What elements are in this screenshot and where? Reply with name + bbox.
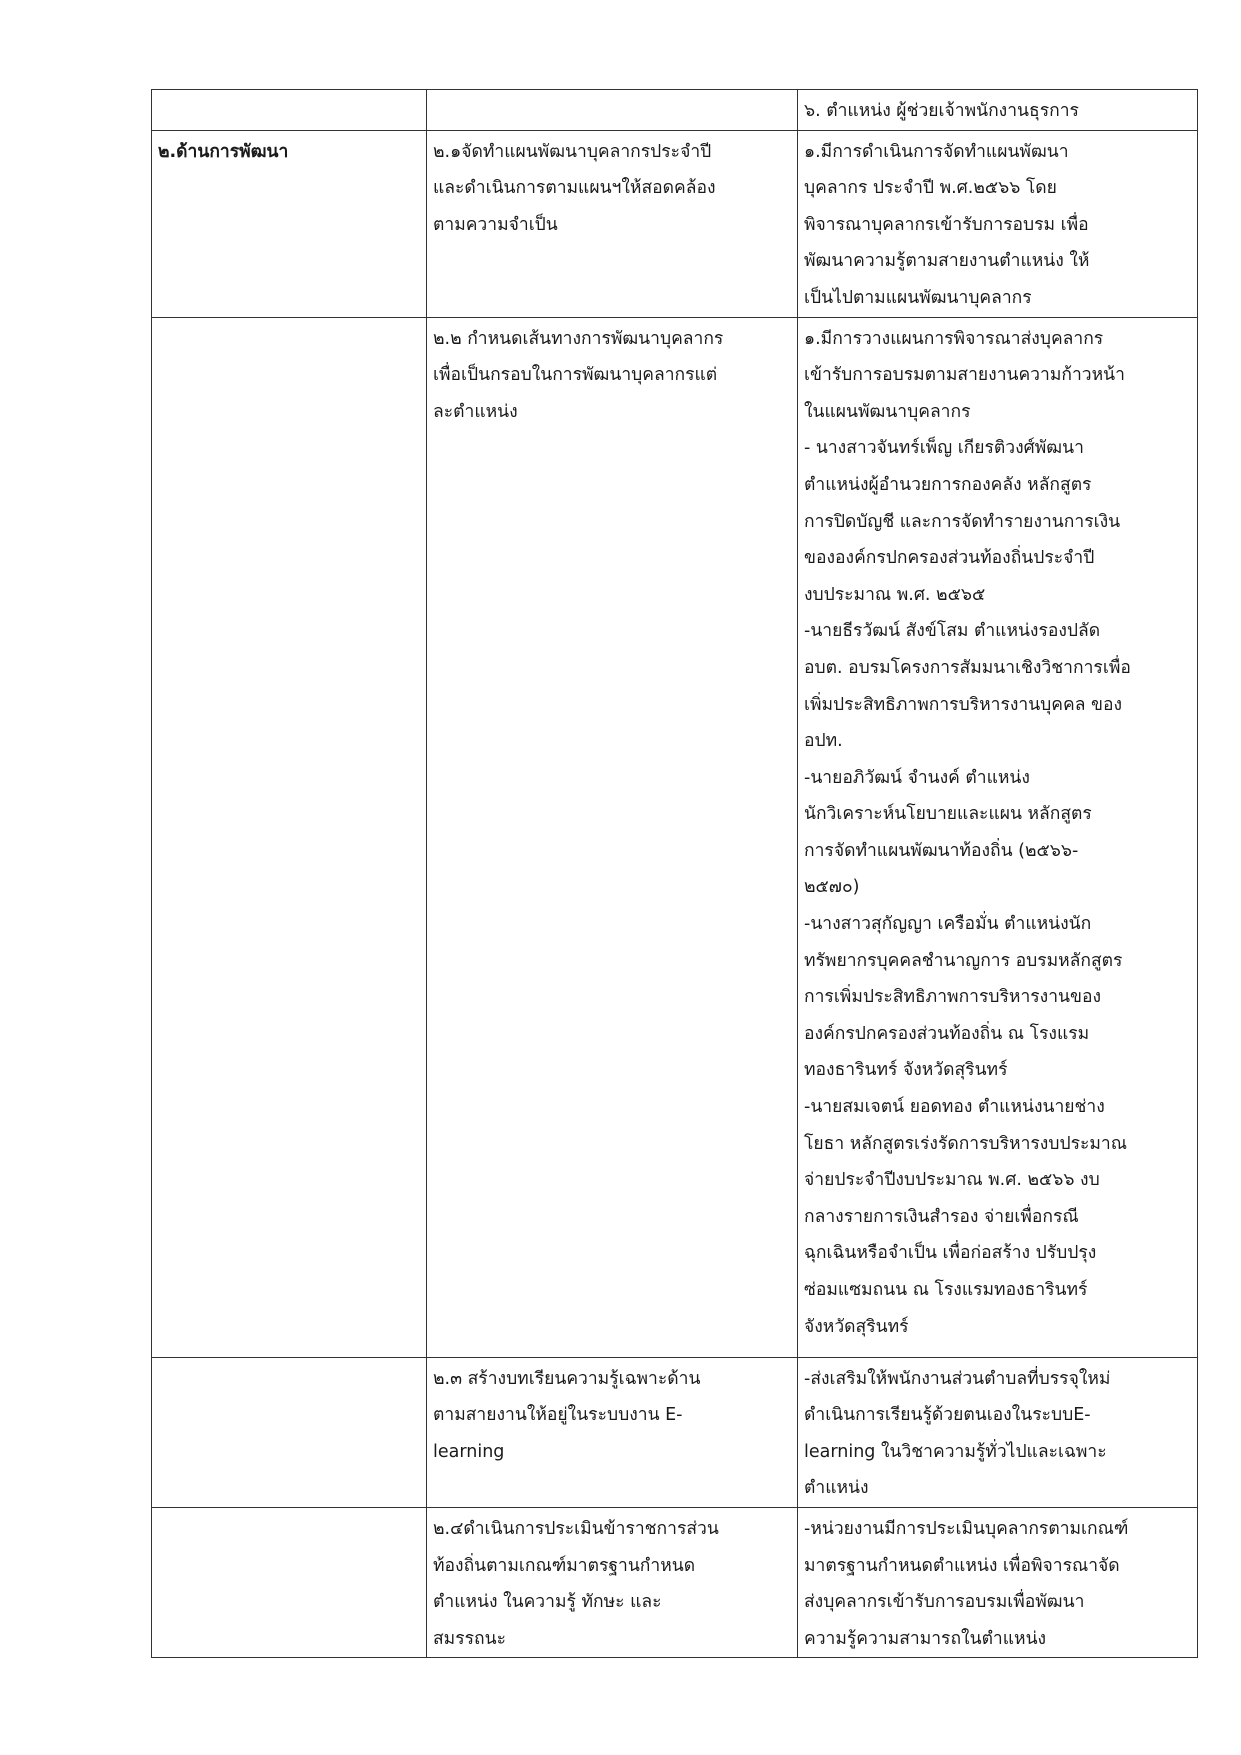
result-line: -ส่งเสริมให้พนักงานส่วนตำบลที่บรรจุใหม่ — [804, 1368, 1111, 1389]
result-line: อบต. อบรมโครงการสัมมนาเชิงวิชาการเพื่อ — [804, 657, 1131, 678]
result-line: ๒๕๗๐) — [804, 877, 860, 898]
indicator-line: ๒.๒ กำหนดเส้นทางการพัฒนาบุคลากร — [433, 328, 724, 349]
result-cell — [798, 130, 1198, 317]
result-line: จังหวัดสุรินทร์ — [804, 1316, 909, 1337]
result-line: ๑.มีการวางแผนการพิจารณาส่งบุคลากร — [804, 328, 1104, 349]
result-line: ๑.มีการดำเนินการจัดทำแผนพัฒนา — [804, 141, 1069, 162]
result-cell — [798, 317, 1198, 1357]
category-cell — [152, 1507, 427, 1657]
indicator-line: ตามสายงานให้อยู่ในระบบงาน E- — [433, 1405, 683, 1426]
table-body — [152, 90, 1198, 1658]
table-row — [152, 317, 1198, 1357]
result-line: -นายอภิวัฒน์ จำนงค์ ตำแหน่ง — [804, 767, 1030, 788]
indicator-cell — [427, 90, 798, 131]
result-line: - นางสาวจันทร์เพ็ญ เกียรติวงศ์พัฒนา — [804, 438, 1084, 459]
result-paragraph — [804, 1089, 1191, 1345]
result-line: ฉุกเฉินหรือจำเป็น เพื่อก่อสร้าง ปรับปรุง — [804, 1243, 1097, 1264]
result-line: บุคลากร ประจำปี พ.ศ.๒๕๖๖ โดย — [804, 178, 1057, 199]
indicator-line: ท้องถิ่นตามเกณฑ์มาตรฐานกำหนด — [433, 1555, 696, 1576]
indicator-cell — [427, 1357, 798, 1507]
indicator-line: ตามความจำเป็น — [433, 214, 558, 235]
result-paragraph — [804, 1511, 1191, 1657]
result-line: ทองธารินทร์ จังหวัดสุรินทร์ — [804, 1060, 1008, 1081]
result-line: งบประมาณ พ.ศ. ๒๕๖๕ — [804, 584, 986, 605]
result-line: การปิดบัญชี และการจัดทำรายงานการเงิน — [804, 511, 1121, 532]
result-line: ตำแหน่งผู้อำนวยการกองคลัง หลักสูตร — [804, 474, 1092, 495]
result-paragraph — [804, 321, 1191, 431]
indicator-line: และดำเนินการตามแผนฯให้สอดคล้อง — [433, 178, 716, 199]
result-line: การจัดทำแผนพัฒนาท้องถิ่น (๒๕๖๖- — [804, 840, 1079, 861]
result-paragraph — [804, 1361, 1191, 1507]
result-line: learning ในวิชาความรู้ทั่วไปและเฉพาะ — [804, 1441, 1107, 1462]
indicator-line: ละตำแหน่ง — [433, 401, 518, 422]
result-line: กลางรายการเงินสำรอง จ่ายเพื่อกรณี — [804, 1206, 1079, 1227]
indicator-line: learning — [433, 1441, 505, 1462]
result-line: ทรัพยากรบุคคลชำนาญการ อบรมหลักสูตร — [804, 950, 1123, 971]
indicator-cell — [427, 1507, 798, 1657]
result-line: -นายสมเจตน์ ยอดทอง ตำแหน่งนายช่าง — [804, 1097, 1105, 1118]
indicator-line: ๒.๓ สร้างบทเรียนความรู้เฉพาะด้าน — [433, 1368, 701, 1389]
indicator-line: ๒.๑จัดทำแผนพัฒนาบุคลากรประจำปี — [433, 141, 712, 162]
development-table — [151, 89, 1198, 1658]
result-line: พิจารณาบุคลากรเข้ารับการอบรม เพื่อ — [804, 214, 1089, 235]
result-line: ความรู้ความสามารถในตำแหน่ง — [804, 1628, 1047, 1649]
result-line: โยธา หลักสูตรเร่งรัดการบริหารงบประมาณ — [804, 1133, 1127, 1154]
result-line: เพิ่มประสิทธิภาพการบริหารงานบุคคล ของ — [804, 694, 1123, 715]
category-cell — [152, 1357, 427, 1507]
result-line: ซ่อมแซมถนน ณ โรงแรมทองธารินทร์ — [804, 1280, 1088, 1300]
indicator-line: สมรรถนะ — [433, 1628, 506, 1649]
result-line: ในแผนพัฒนาบุคลากร — [804, 401, 971, 422]
table-row — [152, 90, 1198, 131]
result-line: องค์กรปกครองส่วนท้องถิ่น ณ โรงแรม — [804, 1023, 1090, 1044]
result-paragraph — [804, 93, 1191, 130]
table-row — [152, 1357, 1198, 1507]
result-line: -นางสาวสุกัญญา เครือมั่น ตำแหน่งนัก — [804, 914, 1092, 935]
result-line: นักวิเคราะห์นโยบายและแผน หลักสูตร — [804, 804, 1092, 825]
result-cell — [798, 1507, 1198, 1657]
table-row — [152, 130, 1198, 317]
result-line: ตำแหน่ง — [804, 1478, 869, 1499]
result-line: เป็นไปตามแผนพัฒนาบุคลากร — [804, 287, 1032, 308]
indicator-line: ตำแหน่ง ในความรู้ ทักษะ และ — [433, 1592, 662, 1613]
result-cell — [798, 90, 1198, 131]
category-label: ๒.ด้านการพัฒนา — [158, 141, 289, 162]
category-cell — [152, 90, 427, 131]
result-cell — [798, 1357, 1198, 1507]
result-line: ดำเนินการเรียนรู้ด้วยตนเองในระบบE- — [804, 1405, 1091, 1426]
result-line: จ่ายประจำปีงบประมาณ พ.ศ. ๒๕๖๖ งบ — [804, 1170, 1100, 1191]
indicator-cell — [427, 130, 798, 317]
indicator-line: ๒.๔ดำเนินการประเมินข้าราชการส่วน — [433, 1518, 719, 1539]
result-paragraph — [804, 613, 1191, 759]
result-line: พัฒนาความรู้ตามสายงานตำแหน่ง ให้ — [804, 251, 1090, 272]
result-line: ขององค์กรปกครองส่วนท้องถิ่นประจำปี — [804, 548, 1095, 569]
result-line: อปท. — [804, 731, 843, 752]
result-line: ส่งบุคลากรเข้ารับการอบรมเพื่อพัฒนา — [804, 1592, 1085, 1613]
result-paragraph — [804, 134, 1191, 317]
result-line: การเพิ่มประสิทธิภาพการบริหารงานของ — [804, 987, 1102, 1008]
indicator-cell — [427, 317, 798, 1357]
result-paragraph — [804, 906, 1191, 1089]
table-row — [152, 1507, 1198, 1657]
result-paragraph — [804, 430, 1191, 613]
result-line: -นายธีรวัฒน์ สังข์โสม ตำแหน่งรองปลัด — [804, 621, 1101, 642]
result-line: -หน่วยงานมีการประเมินบุคลากรตามเกณฑ์ — [804, 1518, 1129, 1539]
result-line: มาตรฐานกำหนดตำแหน่ง เพื่อพิจารณาจัด — [804, 1555, 1120, 1576]
result-line: ๖. ตำแหน่ง ผู้ช่วยเจ้าพนักงานธุรการ — [804, 101, 1079, 121]
result-paragraph — [804, 760, 1191, 906]
category-cell — [152, 130, 427, 317]
result-line: เข้ารับการอบรมตามสายงานความก้าวหน้า — [804, 365, 1125, 386]
indicator-line: เพื่อเป็นกรอบในการพัฒนาบุคลากรแต่ — [433, 365, 718, 386]
category-cell — [152, 317, 427, 1357]
